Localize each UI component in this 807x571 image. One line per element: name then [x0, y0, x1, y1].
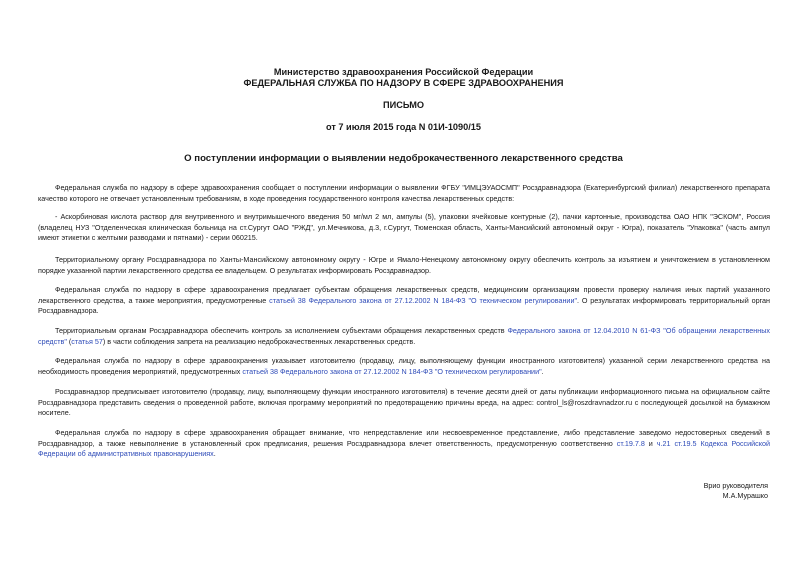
p5-text-before: Территориальным органам Росздравнадзора обеспечить контроль за исполнением субъектами обращения лекарственных средств	[55, 326, 508, 335]
p8-text-after: .	[213, 449, 216, 458]
p4-text-before: Федеральная служба по надзору в сфере здравоохранения предлагает субъектам обращения лекарственных средств, медицинским организациям провести проверку наличия иных партий указанного лекарственного средства, а также мероприятия, предусмотренные	[38, 285, 770, 305]
paragraph-enforcement	[38, 326, 770, 347]
paragraph-subjects-check	[38, 285, 770, 317]
paragraph-product: - Аскорбиновая кислота раствор для внутривенного и внутримышечного введения 50 мг/мл 2 мл, ампулы (5), упаковки ячейковые контурные (2), пачки картонные, производства ОАО НПК "ЭСКОМ", Россия (владелец НУЗ "Отделенческая клиническая больница на ст.Сургут ОАО "РЖД", ул.Мечникова, д.3, г.Сургут, Тюменская область, Ханты-Мансийский автономный округ - Югра), показатель "Упаковка" (часть ампул имеют этикетки с желтыми разводами и пятнами) - серии 060215.	[38, 212, 770, 242]
law-61-link[interactable]: Федерального закона от 12.04.2010 N 61-ФЗ "Об обращении лекарственных средств"	[38, 326, 770, 346]
article-19-5-link[interactable]: ч.21 ст.19.5 Кодекса Российской Федерации об административных правонарушениях	[38, 438, 770, 458]
p8-text-mid: и	[644, 438, 657, 448]
service-name: ФЕДЕРАЛЬНАЯ СЛУЖБА ПО НАДЗОРУ В СФЕРЕ ЗДРАВООХРАНЕНИЯ	[243, 78, 564, 88]
p8-text-before: Федеральная служба по надзору в сфере здравоохранения обращает внимание, что непредставление или несвоевременное представление, либо представление заведомо недостоверных сведений в Росздравнадзор, а также невыполнение в установленный срок предписания, решения Росздравнадзора влечет ответственность, предусмотренную соответственно	[38, 428, 770, 448]
ministry-name: Министерство здравоохранения Российской Федерации	[273, 67, 534, 77]
p5-text-mid: (	[66, 336, 72, 346]
p5-text-after: ) в части соблюдения запрета на реализацию недоброкачественных лекарственных средств.	[102, 336, 416, 346]
p4-text-after: . О результатах информировать территориальный орган Росздравнадзора.	[38, 295, 770, 315]
paragraph-manufacturer	[38, 356, 770, 377]
document-date-number: от 7 июля 2015 года N 01И-1090/15	[325, 122, 482, 132]
paragraph-liability	[38, 428, 770, 460]
document-title: О поступлении информации о выявлении недоброкачественного лекарственного средства	[184, 153, 623, 164]
article-19-7-8-link[interactable]: ст.19.7.8	[616, 438, 645, 448]
law-184-link-2[interactable]: статьей 38 Федерального закона от 27.12.2002 N 184-ФЗ "О техническом регулировании"	[242, 366, 542, 376]
article-57-link[interactable]: статья 57	[71, 336, 103, 346]
paragraph-territorial-control: Территориальному органу Росздравнадзора по Ханты-Мансийскому автономному округу - Югре и Ямало-Ненецкому автономному округу обеспечить контроль за изъятием и уничтожением в установленном порядке указанной партии лекарственного средства ее владельцем. О результатах информировать Росздравнадзор.	[38, 255, 770, 275]
law-184-link[interactable]: статьей 38 Федерального закона от 27.12.2002 N 184-ФЗ "О техническом регулировании"	[269, 295, 578, 305]
paragraph-prescription: Росздравнадзор предписывает изготовителю (продавцу, лицу, выполняющему функции иностранного изготовителя) в течение десяти дней от даты публикации информационного письма на официальном сайте Росздравнадзора представить сведения о проведенной работе, включая программу мероприятий по предотвращению причины вреда, на адрес: control_ls@roszdravnadzor.ru с последующей досылкой на бумажном носителе.	[38, 387, 770, 417]
paragraph-intro: Федеральная служба по надзору в сфере здравоохранения сообщает о поступлении информации о выявлении ФГБУ "ИМЦЭУАОСМП" Росздравнадзора (Екатеринбургский филиал) лекарственного препарата качество которого не отвечает установленным требованиям, в ходе проведения государственного контроля качества лекарственных средств:	[38, 183, 770, 203]
signature-position: Врио руководителя	[703, 481, 768, 490]
p6-text-after: .	[541, 366, 544, 376]
document-type: ПИСЬМО	[382, 100, 425, 110]
p6-text-before: Федеральная служба по надзору в сфере здравоохранения указывает изготовителю (продавцу, лицу, выполняющему функции иностранного изготовителя) указанной серии лекарственного средства на необходимость проведения мероприятий, предусмотренных	[38, 356, 770, 376]
signature-name: М.А.Мурашко	[722, 491, 768, 500]
